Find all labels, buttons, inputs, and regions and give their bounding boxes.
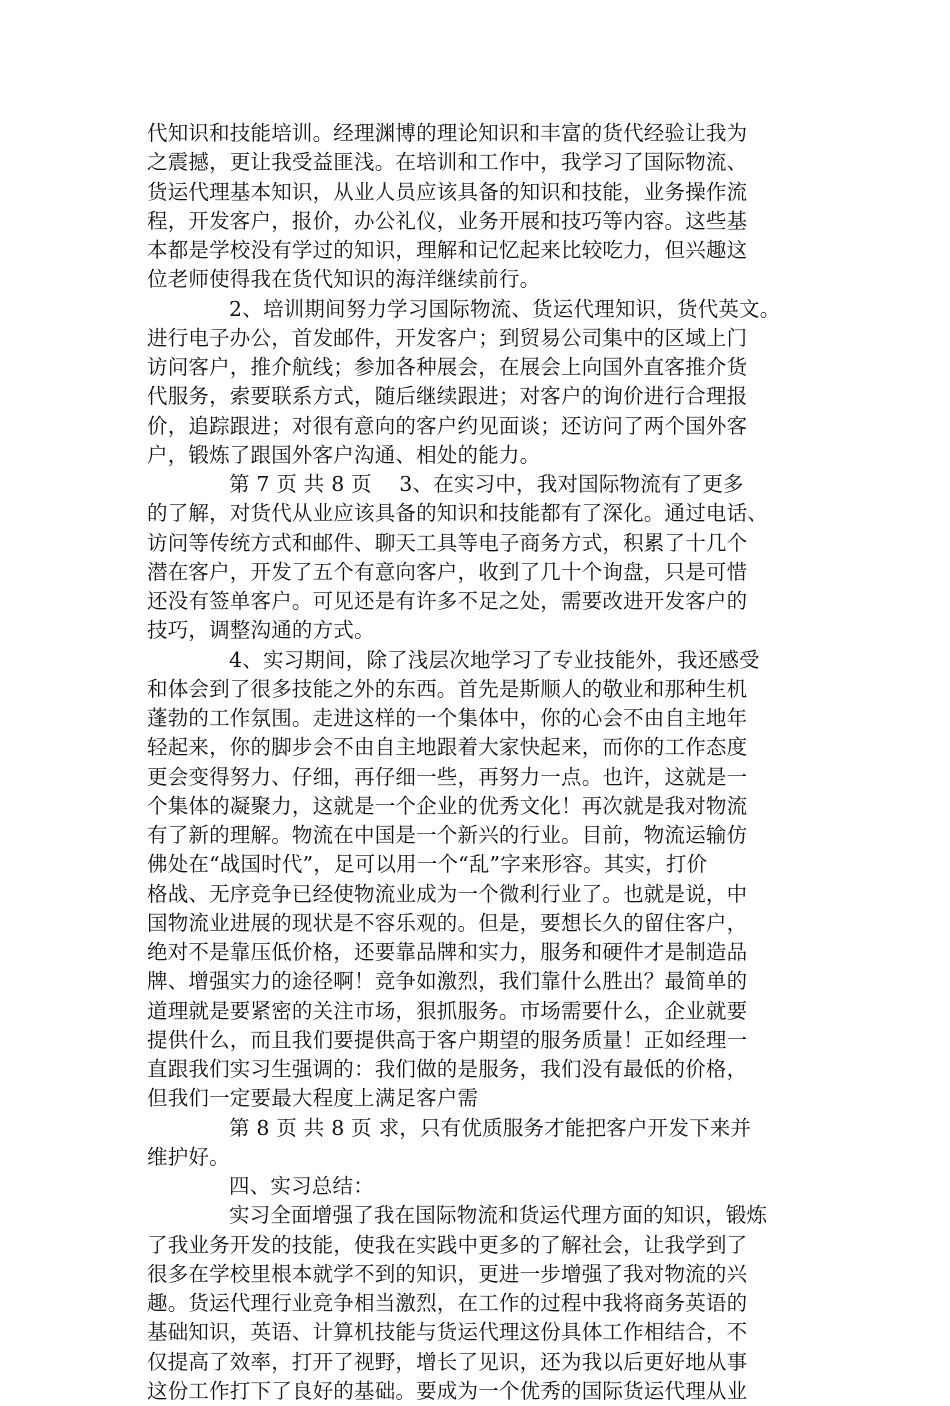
- text-line: 2、培训期间努力学习国际物流、货运代理知识，货代英文。: [229, 296, 781, 321]
- text-line: 直跟我们实习生强调的：我们做的是服务，我们没有最低的价格，: [147, 1057, 748, 1081]
- text-line: 道理就是要紧密的关注市场，狠抓服务。市场需要什么，企业就要: [147, 998, 748, 1023]
- document-body: [147, 119, 807, 1406]
- text-line: 基础知识，英语、计算机技能与货运代理这份具体工作相结合，不: [147, 1320, 748, 1345]
- text-line: 蓬勃的工作氛围。走进这样的一个集体中，你的心会不由自主地年: [147, 706, 748, 730]
- text-line: 程，开发客户，报价，办公礼仪，业务开展和技巧等内容。这些基: [147, 208, 748, 233]
- text-line: 绝对不是靠压低价格，还要靠品牌和实力，服务和硬件才是制造品: [147, 940, 748, 964]
- text-line: 个集体的凝聚力，这就是一个企业的优秀文化！再次就是我对物流: [147, 793, 748, 818]
- text-line: 技巧，调整沟通的方式。: [147, 618, 375, 643]
- text-line: 代服务，索要联系方式，随后继续跟进；对客户的询价进行合理报: [147, 384, 748, 409]
- text-line: 位老师使得我在货代知识的海洋继续前行。: [147, 267, 541, 292]
- text-line: 实习全面增强了我在国际物流和货运代理方面的知识，锻炼: [229, 1203, 768, 1228]
- text-line: 佛处在“战国时代”，足可以用一个“乱”字来形容。其实，打价: [147, 852, 708, 877]
- text-line: 仅提高了效率，打开了视野，增长了见识，还为我以后更好地从事: [147, 1349, 748, 1374]
- text-line: 本都是学校没有学过的知识，理解和记忆起来比较吃力，但兴趣这: [147, 238, 748, 262]
- text-line: 潜在客户，开发了五个有意向客户，收到了几十个询盘，只是可惜: [147, 559, 748, 584]
- text-line: 格战、无序竞争已经使物流业成为一个微利行业了。也就是说，中: [147, 881, 748, 906]
- text-line: 国物流业进展的现状是不容乐观的。但是，要想长久的留住客户，: [147, 910, 748, 935]
- text-line: 提供什么，而且我们要提供高于客户期望的服务质量！正如经理一: [147, 1027, 748, 1052]
- text-line: 有了新的理解。物流在中国是一个新兴的行业。目前，物流运输仿: [147, 823, 748, 847]
- text-line: 轻起来，你的脚步会不由自主地跟着大家快起来，而你的工作态度: [147, 735, 748, 760]
- text-line: 趣。货运代理行业竞争相当激烈，在工作的过程中我将商务英语的: [147, 1291, 748, 1315]
- text-line: 进行电子办公，首发邮件，开发客户；到贸易公司集中的区域上门: [147, 325, 748, 350]
- text-line: 很多在学校里根本就学不到的知识，更进一步增强了我对物流的兴: [147, 1261, 748, 1286]
- text-line: 货运代理基本知识，从业人员应该具备的知识和技能，业务操作流: [147, 179, 748, 204]
- text-line: 四、实习总结：: [229, 1174, 374, 1198]
- text-line: 价，追踪跟进；对很有意向的客户约见面谈；还访问了两个国外客: [147, 413, 748, 438]
- text-line: 但我们一定要最大程度上满足客户需: [147, 1086, 479, 1111]
- text-line: 还没有签单客户。可见还是有许多不足之处，需要改进开发客户的: [147, 589, 748, 613]
- text-line: 之震撼，更让我受益匪浅。在培训和工作中，我学习了国际物流、: [147, 150, 748, 175]
- text-line: 第 8 页 共 8 页 求，只有优质服务才能把客户开发下来并: [229, 1115, 752, 1140]
- text-line: 牌、增强实力的途径啊！竞争如激烈，我们靠什么胜出？最简单的: [147, 969, 748, 994]
- text-line: 了我业务开发的技能，使我在实践中更多的了解社会，让我学到了: [147, 1232, 748, 1257]
- text-line: 这份工作打下了良好的基础。要成为一个优秀的国际货运代理从业: [147, 1378, 748, 1403]
- text-line: 和体会到了很多技能之外的东西。首先是斯顺人的敬业和那种生机: [147, 676, 748, 701]
- text-line: 4、实习期间，除了浅层次地学习了专业技能外，我还感受: [229, 647, 760, 672]
- text-line: 代知识和技能培训。经理渊博的理论知识和丰富的货代经验让我为: [147, 121, 748, 145]
- text-line: 第 7 页 共 8 页 3、在实习中，我对国际物流有了更多: [229, 472, 744, 496]
- text-line: 更会变得努力、仔细，再仔细一些，再努力一点。也许，这就是一: [147, 764, 748, 789]
- text-line: 访问等传统方式和邮件、聊天工具等电子商务方式，积累了十几个: [147, 530, 748, 555]
- text-line: 维护好。: [147, 1144, 230, 1169]
- text-line: 户，锻炼了跟国外客户沟通、相处的能力。: [147, 442, 541, 467]
- text-line: 访问客户，推介航线；参加各种展会，在展会上向国外直客推介货: [147, 355, 748, 379]
- text-line: 的了解，对货代从业应该具备的知识和技能都有了深化。通过电话、: [147, 501, 768, 526]
